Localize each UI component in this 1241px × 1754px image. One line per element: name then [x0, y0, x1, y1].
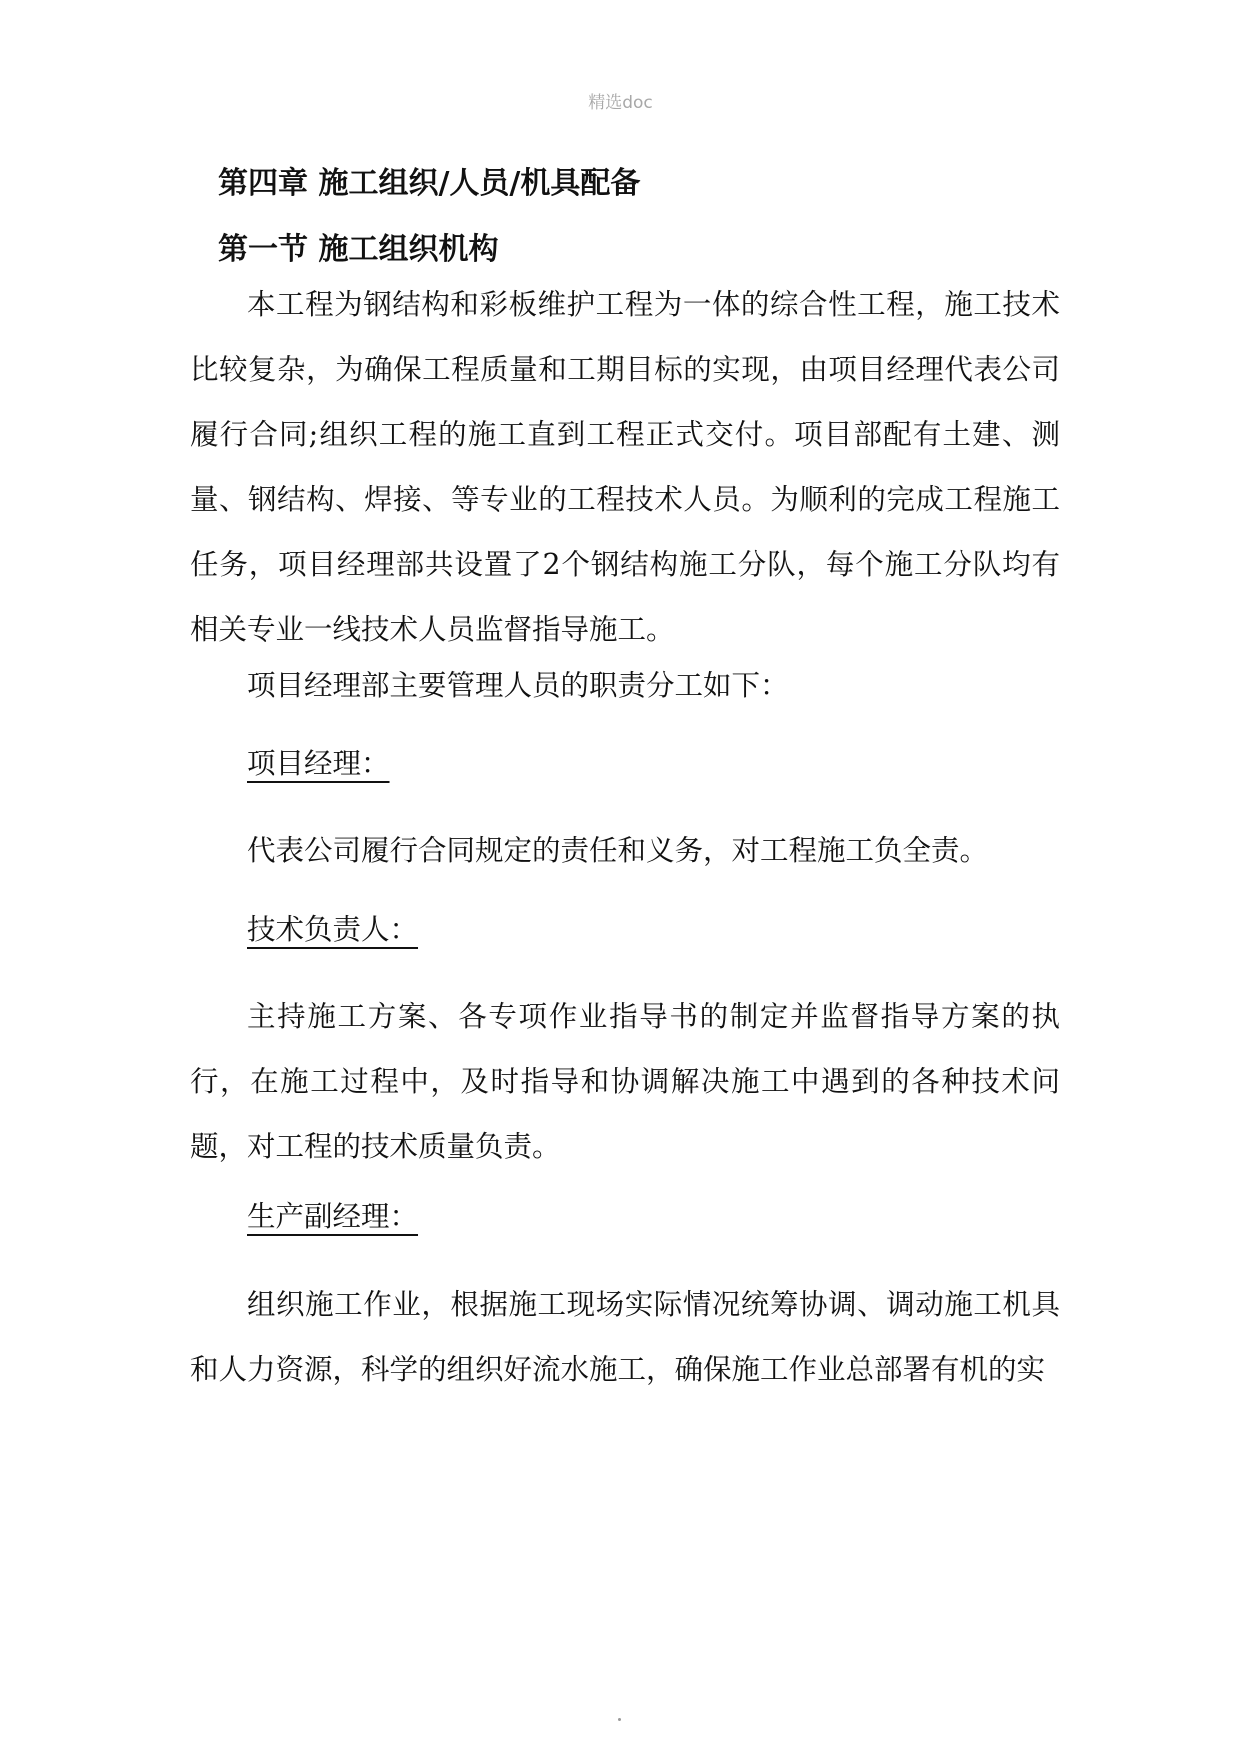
project-manager-label: 项目经理：: [247, 747, 390, 780]
tech-lead-duty: 主持施工方案、各专项作业指导书的制定并监督指导方案的执行，在施工过程中，及时指导和协调解决施工中遇到的各种技术问题，对工程的技术质量负责。: [190, 1000, 1060, 1163]
intro-paragraph: 本工程为钢结构和彩板维护工程为一体的综合性工程，施工技术比较复杂，为确保工程质量和工期目标的实现，由项目经理代表公司履行合同;组织工程的施工直到工程正式交付。项目部配有土建、测量、钢结构、焊接、等专业的工程技术人员。为顺利的完成工程施工任务，项目经理部共设置了2个钢结构施工分队，每个施工分队均有相关专业一线技术人员监督指导施工。: [190, 288, 1060, 646]
project-manager-duty: 代表公司履行合同规定的责任和义务，对工程施工负全责。: [247, 834, 989, 867]
tech-lead-label: 技术负责人：: [247, 913, 419, 946]
page-header: 精选doc: [588, 93, 653, 113]
production-deputy-duty: 组织施工作业，根据施工现场实际情况统筹协调、调动施工机具和人力资源，科学的组织好流水施工，确保施工作业总部署有机的实: [190, 1288, 1060, 1386]
production-deputy-label: 生产副经理：: [247, 1200, 419, 1233]
section-title: 第一节 施工组织机构: [218, 232, 499, 267]
duties-intro-paragraph: 项目经理部主要管理人员的职责分工如下：: [247, 669, 789, 702]
footer-dot: [618, 1718, 621, 1721]
chapter-title: 第四章 施工组织/人员/机具配备: [218, 166, 641, 201]
